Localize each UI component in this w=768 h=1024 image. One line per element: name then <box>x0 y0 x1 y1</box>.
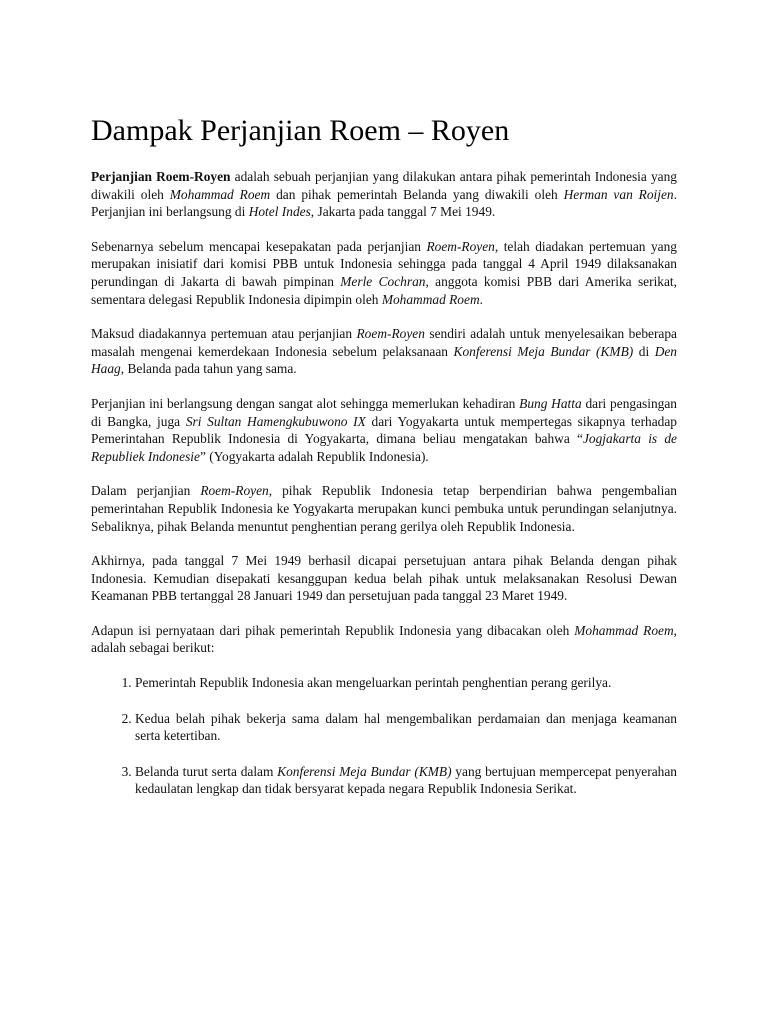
text-run: Belanda turut serta dalam <box>135 763 278 779</box>
italic-place: Hotel Indes <box>248 204 311 220</box>
text-run: Perjanjian ini berlangsung dengan sangat alot sehingga memerlukan kehadiran <box>91 395 520 411</box>
text-run: , pihak Republik Indonesia tetap berpendirian bahwa pengembalian pemerintahan Republik Indonesia ke Yogyakarta merupakan kunci pembuka untuk perundingan selanjutnya. Sebaliknya, pihak Belanda menuntut penghentian perang gerilya oleh Republik Indonesia. <box>91 483 677 534</box>
italic-name: Bung Hatta <box>519 395 582 411</box>
italic-place: Den Haag <box>91 343 677 377</box>
text-run: Sebenarnya sebelum mencapai kesepakatan pada perjanjian <box>91 238 427 254</box>
text-run: dari pengasingan di Bangka, juga <box>91 395 677 429</box>
text-run: , Belanda pada tahun yang sama. <box>120 361 297 377</box>
list-item: 2. Kedua belah pihak bekerja sama dalam hal mengembalikan perdamaian dan menjaga keamanan serta ketertiban. <box>135 710 677 745</box>
paragraph-background <box>91 238 677 308</box>
text-run: dan pihak pemerintah Belanda yang diwakili oleh <box>270 186 564 202</box>
italic-name: Merle Cochran <box>340 273 426 289</box>
paragraph-agreement: Akhirnya, pada tanggal 7 Mei 1949 berhasil dicapai persetujuan antara pihak Belanda dengan pihak Indonesia. Kemudian disepakati kesanggupan kedua belah pihak untuk melaksanakan Resolusi Dewan Keamanan PBB tertanggal 28 Januari 1949 dan persetujuan pada tanggal 23 Maret 1949. <box>91 553 677 604</box>
text-run: ” (Yogyakarta adalah Republik Indonesia). <box>199 448 429 464</box>
paragraph-positions <box>91 482 677 535</box>
text-run: dari Yogyakarta untuk mempertegas sikapnya terhadap Pemerintahan Republik Indonesia di Yogyakarta, dimana beliau mengatakan bahwa “ <box>91 413 678 447</box>
text-run: yang bertujuan mempercepat penyerahan kedaulatan lengkap dan tidak bersyarat kepada negara Republik Indonesia Serikat. <box>135 763 677 797</box>
paragraph-statement-intro <box>91 622 677 657</box>
text-run: , Jakarta pada tanggal 7 Mei 1949. <box>310 204 496 220</box>
text-run: Maksud diadakannya pertemuan atau perjanjian <box>91 326 357 342</box>
italic-term: Roem-Royen <box>200 483 269 499</box>
statement-list <box>91 674 677 798</box>
italic-name: Mohammad Roem <box>574 622 674 638</box>
text-run: , adalah sebagai berikut: <box>91 622 678 656</box>
text-run: di <box>633 343 655 359</box>
document-title: Dampak Perjanjian Roem – Royen <box>91 114 510 147</box>
text-run: adalah sebuah perjanjian yang dilakukan antara pihak pemerintah Indonesia yang diwakili oleh <box>91 169 678 202</box>
italic-term: Roem-Royen <box>356 326 425 342</box>
text-run: . <box>479 291 483 307</box>
italic-name: Sri Sultan Hamengkubuwono IX <box>185 413 366 429</box>
paragraph-purpose <box>91 325 677 378</box>
text-run: . Perjanjian ini berlangsung di <box>91 186 677 220</box>
italic-term: Roem-Royen <box>426 238 495 254</box>
italic-term: Konferensi Meja Bundar (KMB) <box>277 763 452 779</box>
italic-term: Konferensi Meja Bundar (KMB) <box>453 343 634 359</box>
italic-quote: Jogjakarta is de Republiek Indonesie <box>91 431 677 464</box>
text-run: , telah diadakan pertemuan yang merupakan inisiatif dari komisi PBB untuk Indonesia sehingga pada tanggal 4 April 1949 dilaksanakan perundingan di Jakarta di bawah pimpinan <box>91 238 678 289</box>
text-run: sendiri adalah untuk menyelesaikan beberapa masalah mengenai kemerdekaan Indonesia sebelum pelaksanaan <box>91 326 678 359</box>
list-item: 1. Pemerintah Republik Indonesia akan mengeluarkan perintah penghentian perang gerilya. <box>135 674 677 692</box>
text-run: Dalam perjanjian <box>91 483 201 499</box>
paragraph-negotiation <box>91 395 677 465</box>
bold-term: Perjanjian Roem-Royen <box>91 169 231 184</box>
italic-name: Mohammad Roem <box>169 186 271 202</box>
text-run: Adapun isi pernyataan dari pihak pemerintah Republik Indonesia yang dibacakan oleh <box>91 622 575 638</box>
italic-name: Herman van Roijen <box>563 186 674 202</box>
text-run: , anggota komisi PBB dari Amerika serikat, sementara delegasi Republik Indonesia dipimpin oleh <box>91 273 677 307</box>
paragraph-intro <box>91 168 677 221</box>
italic-name: Mohammad Roem <box>381 291 480 307</box>
list-item <box>135 763 677 798</box>
